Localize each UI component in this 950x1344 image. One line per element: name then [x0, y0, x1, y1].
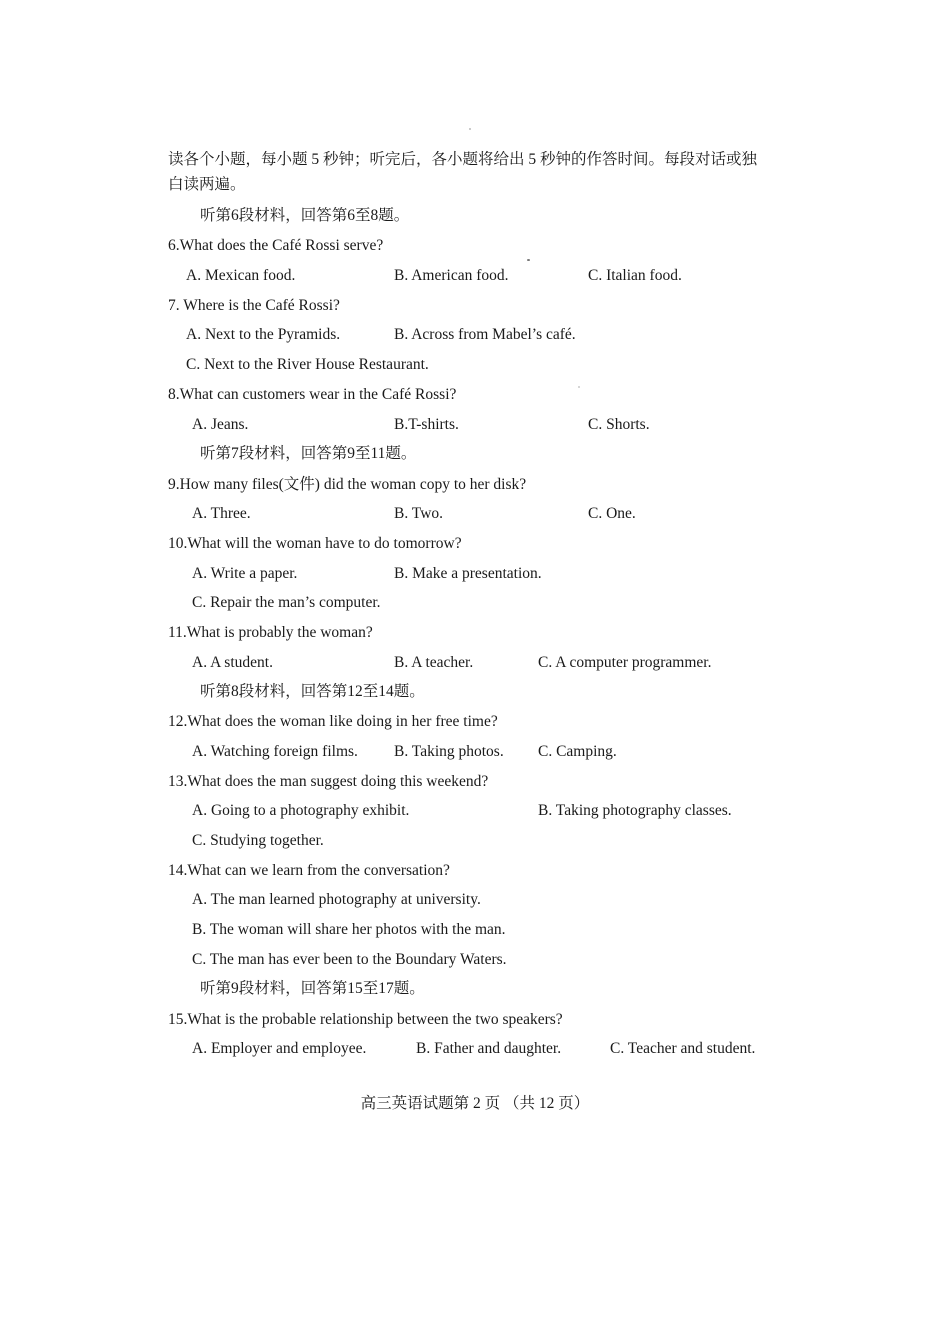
question-15-option-b: B. Father and daughter. [416, 1040, 562, 1057]
question-11-option-a: A. A student. [192, 654, 273, 671]
question-12: 12.What does the woman like doing in her free time? [168, 713, 498, 730]
scan-speck [469, 128, 471, 130]
question-7-option-c: C. Next to the River House Restaurant. [186, 356, 429, 373]
question-10-option-a: A. Write a paper. [192, 565, 298, 582]
question-12-option-a: A. Watching foreign films. [192, 743, 358, 760]
question-7: 7. Where is the Café Rossi? [168, 297, 340, 314]
question-11: 11.What is probably the woman? [168, 624, 373, 641]
question-14-option-a: A. The man learned photography at university. [192, 891, 481, 908]
question-8-option-b: B.T-shirts. [394, 416, 459, 433]
section-heading: 听第9段材料，回答第15至17题。 [200, 980, 425, 997]
question-15-option-c: C. Teacher and student. [610, 1040, 756, 1057]
question-10-option-c: C. Repair the man’s computer. [192, 594, 381, 611]
question-13: 13.What does the man suggest doing this weekend? [168, 773, 489, 790]
section-heading: 听第7段材料，回答第9至11题。 [200, 445, 417, 462]
question-9-option-c: C. One. [588, 505, 636, 522]
question-11-option-c: C. A computer programmer. [538, 654, 712, 671]
question-9-option-b: B. Two. [394, 505, 444, 522]
page-footer: 高三英语试题第 2 页 （共 12 页） [360, 1095, 590, 1112]
question-7-option-b: B. Across from Mabel’s café. [394, 326, 576, 343]
question-11-option-b: B. A teacher. [394, 654, 474, 671]
question-14-option-c: C. The man has ever been to the Boundary Waters. [192, 951, 507, 968]
question-9-option-a: A. Three. [192, 505, 251, 522]
question-12-option-b: B. Taking photos. [394, 743, 504, 760]
question-6: 6.What does the Café Rossi serve? [168, 237, 384, 254]
question-12-option-c: C. Camping. [538, 743, 617, 760]
intro-line-1: 读各个小题，每小题 5 秒钟；听完后，各小题将给出 5 秒钟的作答时间。每段对话或独 [168, 151, 758, 168]
question-15: 15.What is the probable relationship between the two speakers? [168, 1011, 563, 1028]
question-10: 10.What will the woman have to do tomorrow? [168, 535, 462, 552]
section-heading: 听第8段材料，回答第12至14题。 [200, 683, 425, 700]
question-14: 14.What can we learn from the conversation? [168, 862, 450, 879]
question-13-option-a: A. Going to a photography exhibit. [192, 802, 410, 819]
question-13-option-c: C. Studying together. [192, 832, 324, 849]
section-heading: 听第6段材料，回答第6至8题。 [200, 207, 410, 224]
question-6-option-b: B. American food. [394, 267, 509, 284]
question-14-option-b: B. The woman will share her photos with the man. [192, 921, 506, 938]
question-8-option-c: C. Shorts. [588, 416, 650, 433]
question-6-option-c: C. Italian food. [588, 267, 682, 284]
question-15-option-a: A. Employer and employee. [192, 1040, 367, 1057]
scan-speck [527, 259, 530, 261]
question-6-option-a: A. Mexican food. [186, 267, 296, 284]
intro-line-2: 白读两遍。 [168, 176, 246, 193]
question-8: 8.What can customers wear in the Café Rossi? [168, 386, 457, 403]
question-9: 9.How many files(文件) did the woman copy to her disk? [168, 476, 527, 493]
scan-speck [578, 386, 580, 388]
question-13-option-b: B. Taking photography classes. [538, 802, 732, 819]
question-10-option-b: B. Make a presentation. [394, 565, 542, 582]
question-8-option-a: A. Jeans. [192, 416, 249, 433]
question-7-option-a: A. Next to the Pyramids. [186, 326, 341, 343]
